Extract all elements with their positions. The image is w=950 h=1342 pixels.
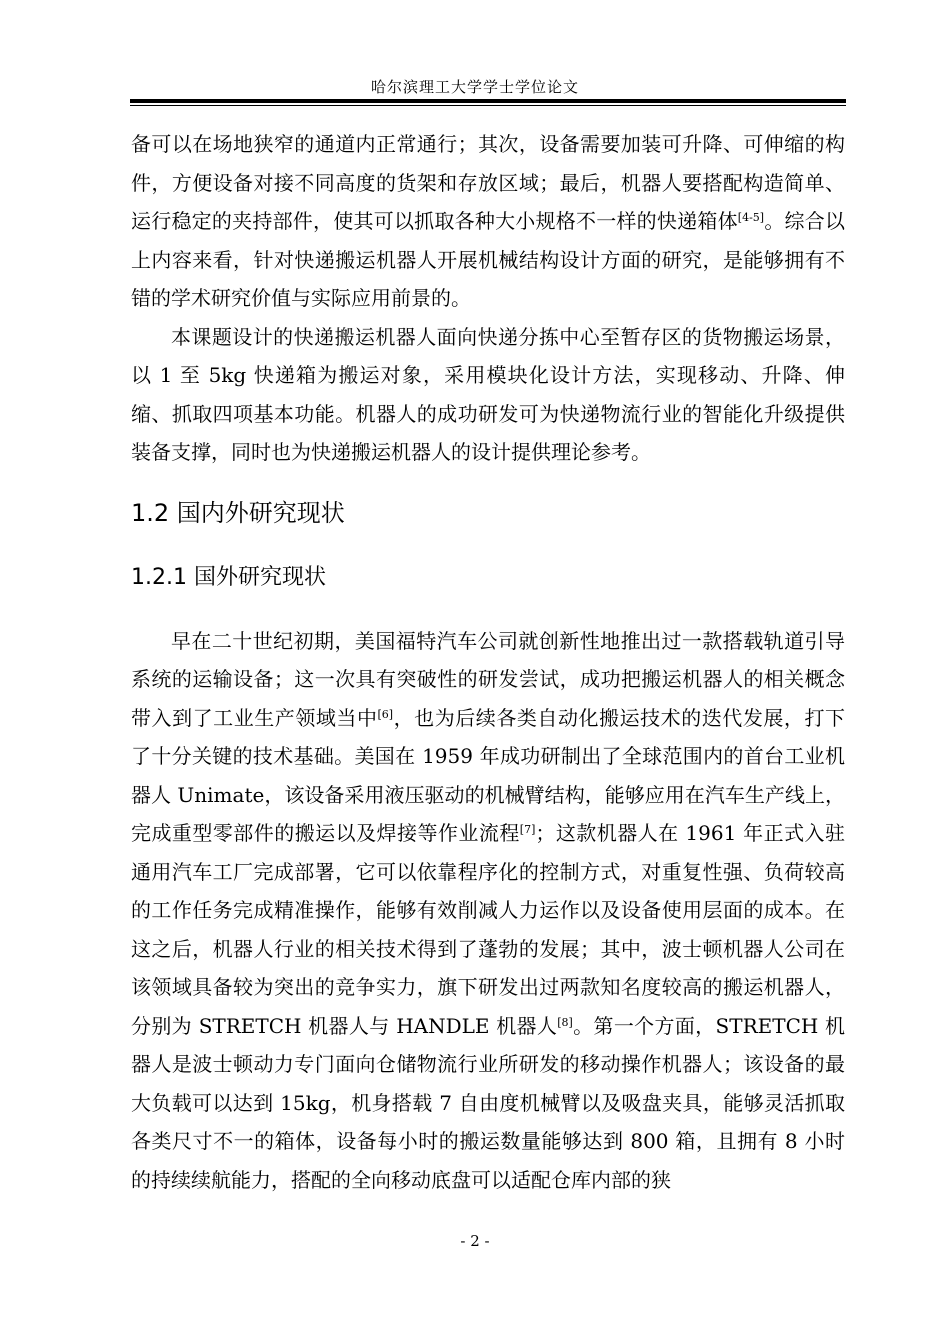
subsection-heading: 1.2.1 国外研究现状 bbox=[131, 564, 326, 590]
section-heading: 1.2 国内外研究现状 bbox=[131, 498, 345, 527]
running-header: 哈尔滨理工大学学士学位论文 bbox=[370, 78, 579, 96]
paragraph-continued: 备可以在场地狭窄的通道内正常通行；其次，设备需要加装可升降、可伸缩的构件，方便设备对接不同高度的货架和存放区域；最后，机器人要搭配构造简单、运行稳定的夹持部件，使其可以抓取各种大小规格不一样的快递箱体[4-5]。综合以上内容来看，针对快递搬运机器人开展机械结构设计方面的研究，是能够拥有不错的学术研究价值与实际应用前景的。 bbox=[131, 132, 845, 310]
paragraph-foreign-research: 早在二十世纪初期，美国福特汽车公司就创新性地推出过一款搭载轨道引导系统的运输设备；这一次具有突破性的研发尝试，成功把搬运机器人的相关概念带入到了工业生产领域当中[6]，也为后续各类自动化搬运技术的迭代发展，打下了十分关键的技术基础。美国在 1959 年成功研制出了全球范围内的首台工业机器人 Unimate，该设备采用液压驱动的机械臂结构，能够应用在汽车生产线上，完成重型零部件的搬运以及焊接等作业流程[7]；这款机器人在 1961 年正式入驻通用汽车工厂完成部署，它可以依靠程序化的控制方式，对重复性强、负荷较高的工作任务完成精准操作，能够有效削减人力运作以及设备使用层面的成本。在这之后，机器人行业的相关技术得到了蓬勃的发展；其中，波士顿机器人公司在该领域具备较为突出的竞争实力，旗下研发出过两款知名度较高的搬运机器人，分别为 STRETCH 机器人与 HANDLE 机器人[8]。第一个方面，STRETCH 机器人是波士顿动力专门面向仓储物流行业所研发的移动操作机器人；该设备的最大负载可以达到 15kg，机身搭载 7 自由度机械臂以及吸盘夹具，能够灵活抓取各类尺寸不一的箱体，设备每小时的搬运数量能够达到 800 箱，且拥有 8 小时的持续续航能力，搭配的全向移动底盘可以适配仓库内部的狭 bbox=[131, 628, 846, 1192]
paragraph-topic-scope: 本课题设计的快递搬运机器人面向快递分拣中心至暂存区的货物搬运场景，以 1 至 5kg 快递箱为搬运对象，采用模块化设计方法，实现移动、升降、伸缩、抓取四项基本功能。机器人的成功研发可为快递物流行业的智能化升级提供装备支撑，同时也为快递搬运机器人的设计提供理论参考。 bbox=[131, 324, 845, 464]
header-rule-thick bbox=[130, 99, 846, 103]
citation-ref: [8] bbox=[557, 1015, 573, 1029]
citation-ref: [4-5] bbox=[737, 211, 765, 224]
citation-ref: [6] bbox=[377, 707, 394, 721]
citation-ref: [7] bbox=[519, 823, 536, 836]
page-number: - 2 - bbox=[460, 1232, 490, 1250]
body-content bbox=[131, 125, 845, 1199]
header-rule-thin bbox=[130, 105, 846, 106]
